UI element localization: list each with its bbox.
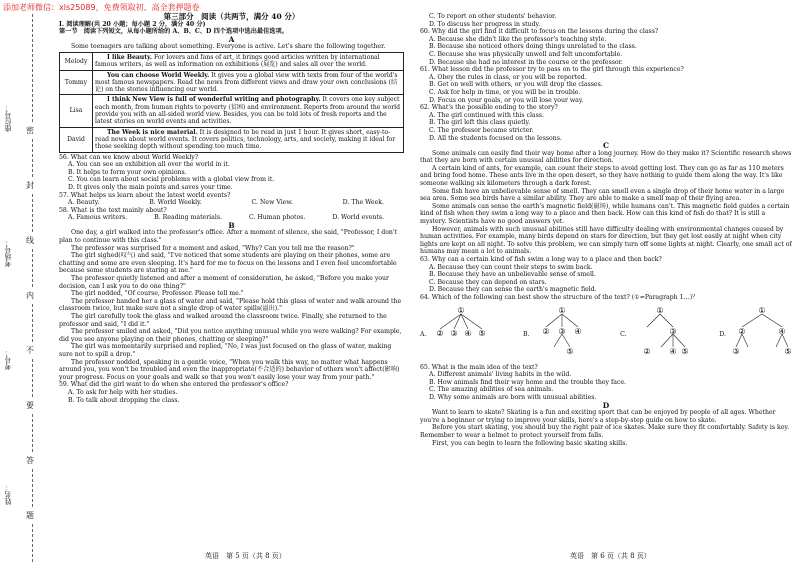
option[interactable]: C. You can learn about social problems with a global view from it. xyxy=(68,176,275,184)
question-57: 57. What helps us learn about the latest world events? xyxy=(59,191,231,199)
node-5: ⑤ xyxy=(565,346,574,356)
node-5: ⑤ xyxy=(681,346,689,356)
node-1: ① xyxy=(656,305,664,315)
option[interactable]: C. Because they can depend on stars. xyxy=(429,278,547,286)
passage-b-para: The professor was surprised for a moment and asked, "Why? Can you tell me the reason?" xyxy=(71,244,355,252)
passage-c-letter: C xyxy=(603,141,609,151)
passage-b-para: One day, a girl walked into the professor's office. After a moment of silence, she said, "Professor, I don't plan to continue with this class." xyxy=(59,229,398,245)
table-row xyxy=(60,70,404,95)
passage-a-letter: A xyxy=(228,34,235,44)
option[interactable]: B. World Weekly. xyxy=(149,199,202,207)
table-row xyxy=(60,52,404,70)
q57-options xyxy=(59,199,404,207)
seal-line xyxy=(32,14,33,562)
option[interactable]: D. To discuss her progress in study. xyxy=(429,20,541,28)
magazine-table xyxy=(59,52,404,153)
passage-b-para: The professor nodded, speaking in a gentle voice, "When you walk this way, no matter what happens around you, you won't be troubled and even the inappropriate(不合适的) behavior of others won't affect(影响) your progress. Focus on your goals and walk so that you won't easily lose your way from your path." xyxy=(59,358,400,381)
node-3: ③ xyxy=(732,346,740,356)
question-61: 61. What lesson did the professor try to pass on to the girl through this experience? xyxy=(420,66,684,74)
passage-b-para: The professor smiled and asked, "Did you notice anything unusual while you were walking? For example, did you see anyone playing on their phones, chatting or sleeping?" xyxy=(59,328,402,343)
passage-c-para: Some fish have an unbelievable sense of smell. They can smell even a single drop of their home water in a large sea area. Some sea birds have a similar ability. They are able to make a smell map of their flying area. xyxy=(420,187,785,203)
node-5: ⑤ xyxy=(478,328,487,338)
node-1: ① xyxy=(758,305,766,315)
option[interactable]: A. Beauty. xyxy=(68,199,100,207)
option[interactable]: A. Obey the rules in class, or you will be reported. xyxy=(429,73,587,81)
question-63: 63. Why can a certain kind of fish swim a long way to a place and then back? xyxy=(420,256,662,263)
option[interactable]: A. You can see an exhibition all over the world in it. xyxy=(68,161,230,169)
part-subtitle: Ⅰ. 阅读理解(共 20 小题；每小题 2 分，满分 40 分) xyxy=(59,20,206,28)
option[interactable]: D. It gives only the main points and saves your time. xyxy=(68,183,233,191)
part-title: 第三部分 阅读（共两节，满分 40 分） xyxy=(163,12,300,21)
option[interactable]: A. Different animals' living habits in the wild. xyxy=(429,371,572,379)
passage-b-para: The girl was momentarily surprised and replied, "No, I was just focused on the glass of water, making sure not to spill a drop." xyxy=(59,343,392,358)
speaker-name: Lisa xyxy=(60,95,93,127)
node-2: ② xyxy=(436,328,445,338)
passage-d-para: Want to learn to skate? Skating is a fun and exciting sport that can be enjoyed by people of all ages. Whether you're a beginner or trying to improve your skills, here's a step-by-step guide on how to skate. xyxy=(420,409,776,424)
table-row xyxy=(60,95,404,127)
name-field[interactable]: 姓名： xyxy=(4,484,12,505)
seal-char: 密 xyxy=(26,126,34,135)
tree-diagram-d xyxy=(732,303,792,361)
node-1: ① xyxy=(557,305,566,315)
structure-option-b[interactable]: B. ① ② ③ ④ ⑤ xyxy=(523,303,588,361)
option[interactable]: B. Because they have an unbelievable sense of smell. xyxy=(429,271,596,279)
passage-b-letter: B xyxy=(228,220,235,230)
question-56: 56. What can we know about World Weekly? xyxy=(59,153,199,161)
option[interactable]: C. Human photos. xyxy=(248,214,306,222)
passage-d-para: First, you can begin to learn the following basic skating skills. xyxy=(432,439,628,447)
passage-d-para: Before you start skating, you should buy the right pair of ice skates. Make sure they fit comfortably. Safety is key. Remember to wear a helmet to protect yourself from falls. xyxy=(420,424,790,439)
speaker-name: Tommy xyxy=(60,70,93,95)
question-60: 60. Why did the girl find it difficult to focus on the lessons during the class? xyxy=(420,28,659,36)
option[interactable]: A. The girl continued with this class. xyxy=(429,111,544,119)
option[interactable]: B. It helps to form your own opinions. xyxy=(68,168,187,176)
option[interactable]: D. Focus on your goals, or you will lose your way. xyxy=(429,96,584,104)
node-3: ③ xyxy=(450,328,459,338)
option[interactable]: B. To talk about dropping the class. xyxy=(68,396,180,404)
speaker-name: David xyxy=(60,127,93,152)
seal-char: 封 xyxy=(26,181,34,190)
structure-option-c[interactable]: C. ① ② ③ ④ ⑤ xyxy=(620,303,686,361)
node-2: ② xyxy=(738,326,746,336)
passage-c-para: Some animals can sense the earth's magnetic field(磁场), while humans can't. This magnetic field guides a certain kind of fish when they swim a long way to a place and then back. How can this kind of fish do that? It is still a mystery. Scientists have no good answers yet. xyxy=(420,202,790,226)
option[interactable]: D. World events. xyxy=(332,214,384,222)
tree-diagram-a xyxy=(432,303,490,361)
passage-b-para: The girl nodded, "Of course, Professor. Please tell me." xyxy=(71,290,244,298)
option[interactable]: B. Reading materials. xyxy=(154,214,222,222)
passage-b-para: The girl sighed(叹气) and said, "I've noticed that some students are playing on their phones, some are chatting and some are even sleeping. It's hard for me to focus on the lessons and I even feel uncomfortable because some students are staring at me." xyxy=(59,252,397,275)
seal-char: 内 xyxy=(26,291,34,300)
speaker-text: I like Beauty. For lovers and fans of art, it brings good articles written by international famous writers, as well as information on exhibitions (展览) and sales all over the world. xyxy=(93,52,404,70)
option[interactable]: B. The girl left this class quietly. xyxy=(429,119,531,127)
option[interactable]: C. The professor became stricter. xyxy=(429,126,534,134)
node-4: ④ xyxy=(573,326,582,336)
passage-b-para: The professor handed her a glass of water and said, "Please hold this glass of water and walk around the classroom twice, but make sure not a single drop of water spills(溢出)." xyxy=(59,297,402,313)
option[interactable]: C. The amazing abilities of sea animals. xyxy=(429,386,554,394)
option[interactable]: B. Because she noticed others doing things unrelated to the class. xyxy=(429,43,637,51)
node-1: ① xyxy=(457,305,466,315)
node-2: ② xyxy=(541,326,550,336)
seal-char: 要 xyxy=(26,401,34,410)
question-59: 59. What did the girl want to do when she entered the professor's office? xyxy=(59,381,289,389)
node-4: ④ xyxy=(669,346,677,356)
structure-option-a[interactable]: A. ① ② ③ ④ ⑤ xyxy=(420,303,490,361)
question-62: 62. What's the possible ending to the story? xyxy=(420,104,558,112)
passage-c-para: Some animals can easily find their way home after a long journey. How do they make it? Scientific research shows that they are born with certain unusual abilities for direction. xyxy=(420,149,792,165)
section-instruction: 第一节 阅读下列短文，从每小题所给的 A、B、C、D 四个选项中选出最佳选项。 xyxy=(59,28,288,36)
passage-a-intro: Some teenagers are talking about something. Everyone is active. Let's share the following together. xyxy=(71,43,386,51)
option[interactable]: C. New View. xyxy=(251,199,293,207)
seal-char: 题 xyxy=(26,511,34,520)
right-page xyxy=(420,13,792,447)
option[interactable]: C. Because she was physically unwell and felt uncomfortable. xyxy=(429,50,623,58)
structure-diagrams xyxy=(420,303,792,363)
page-footer-right: 英语 第 6 页（共 8 页） xyxy=(570,552,651,560)
option[interactable]: A. Because they can count their steps to swim back. xyxy=(429,263,593,271)
node-3: ③ xyxy=(557,326,566,336)
speaker-text: The Week is nice material. It is designed to be read in just 1 hour. It gives short, easy-to-read news about world events. It covers politics, technology, arts, and society, making it ideal for those seeking depth without spending too much time. xyxy=(93,127,404,152)
speaker-text: You can choose World Weekly. It gives you a global view with texts from four of the world's most famous newspapers. Read the news from different views and draw your own conclusions (结论) on the stories influencing our world. xyxy=(93,70,404,95)
exam-room-field[interactable]: 考场号： xyxy=(4,239,12,267)
option[interactable]: D. Because they can sense the earth's magnetic field. xyxy=(429,286,597,294)
passage-c-para: A certain kind of ants, for example, can count their steps to avoid getting lost. They can go as far as 110 meters and bring food home. These ants live in the open desert, so they have nothing to guide them along the way. It's like someone walking six kilometers through a dark forest. xyxy=(420,164,784,188)
node-2: ② xyxy=(643,346,651,356)
node-4: ④ xyxy=(464,328,473,338)
exam-number-field[interactable]: 考号： xyxy=(4,349,12,370)
option[interactable]: D. All the students focused on the lessons. xyxy=(429,134,562,142)
option[interactable]: A. To ask for help with her studies. xyxy=(68,388,178,396)
speaker-text: I think New View is full of wonderful writing and photography. It covers one key subject each month, from human rights to poverty (贫困) and environment. Reports from around the world provide you with an all-sided world view. Besides, you can be told lots of fresh reports and the latest stories on world events and activities. xyxy=(93,95,404,127)
option[interactable]: B. How animals find their way home and the trouble they face. xyxy=(429,378,627,386)
question-58: 58. What is the text mainly about? xyxy=(59,206,167,214)
left-page xyxy=(59,13,404,404)
seat-number-field[interactable]: 座位号： xyxy=(4,104,12,132)
option[interactable]: D. Because she had no interest in the course or the professor. xyxy=(429,58,623,66)
node-3: ③ xyxy=(669,326,677,336)
question-65: 65. What is the main idea of the text? xyxy=(420,363,538,371)
passage-b-para: The professor quietly listened and after a moment of consideration, he asked, "Before you make your decision, can I ask you to do one thing?" xyxy=(59,275,389,290)
speaker-name: Melody xyxy=(60,52,93,70)
table-row xyxy=(60,127,404,152)
option[interactable]: B. Get on well with others, or you will drop the classes. xyxy=(429,81,603,89)
watermark: 添加老师微信：xls25089，免费领取初、高全套押题卷 xyxy=(3,3,200,12)
option[interactable]: D. Why some animals are born with unusual abilities. xyxy=(429,393,597,401)
seal-char: 不 xyxy=(26,346,34,355)
passage-d-letter: D xyxy=(602,400,610,410)
node-4: ④ xyxy=(778,326,786,336)
tree-diagram-c xyxy=(633,303,687,361)
option[interactable]: A. Famous writers. xyxy=(68,214,128,222)
option[interactable]: D. The Week. xyxy=(342,199,384,207)
passage-b-para: The girl carefully took the glass and walked around the classroom twice. Finally, she returned to the professor and said, "I did it." xyxy=(59,313,387,328)
question-64: 64. Which of the following can best show the structure of the text? (①=Paragraph 1…)？ xyxy=(420,293,699,301)
seal-char: 答 xyxy=(26,456,34,465)
option[interactable]: C. Ask for help in time, or you will be in trouble. xyxy=(429,88,581,96)
option[interactable]: A. Because she didn't like the professor's teaching style. xyxy=(429,35,607,43)
option[interactable]: C. To report on other students' behavior. xyxy=(429,13,557,20)
seal-char: 线 xyxy=(26,236,34,245)
structure-option-d[interactable]: D. ① ② ③ ④ ⑤ xyxy=(719,303,792,361)
page-footer-left: 英语 第 5 页（共 8 页） xyxy=(205,552,286,560)
node-5: ⑤ xyxy=(784,346,792,356)
tree-diagram-b xyxy=(536,303,588,361)
binding-gutter xyxy=(0,14,56,562)
passage-c-para: However, animals with such unusual abilities still have difficulty dealing with environmental changes caused by human activities. For example, many birds depend on stars for direction, but they get lost easily at night when city lights are kept on all night. To solve this problem, we can simply turn off some lights at night. Clearly, one small act of humans may mean a lot to animals. xyxy=(420,225,792,256)
